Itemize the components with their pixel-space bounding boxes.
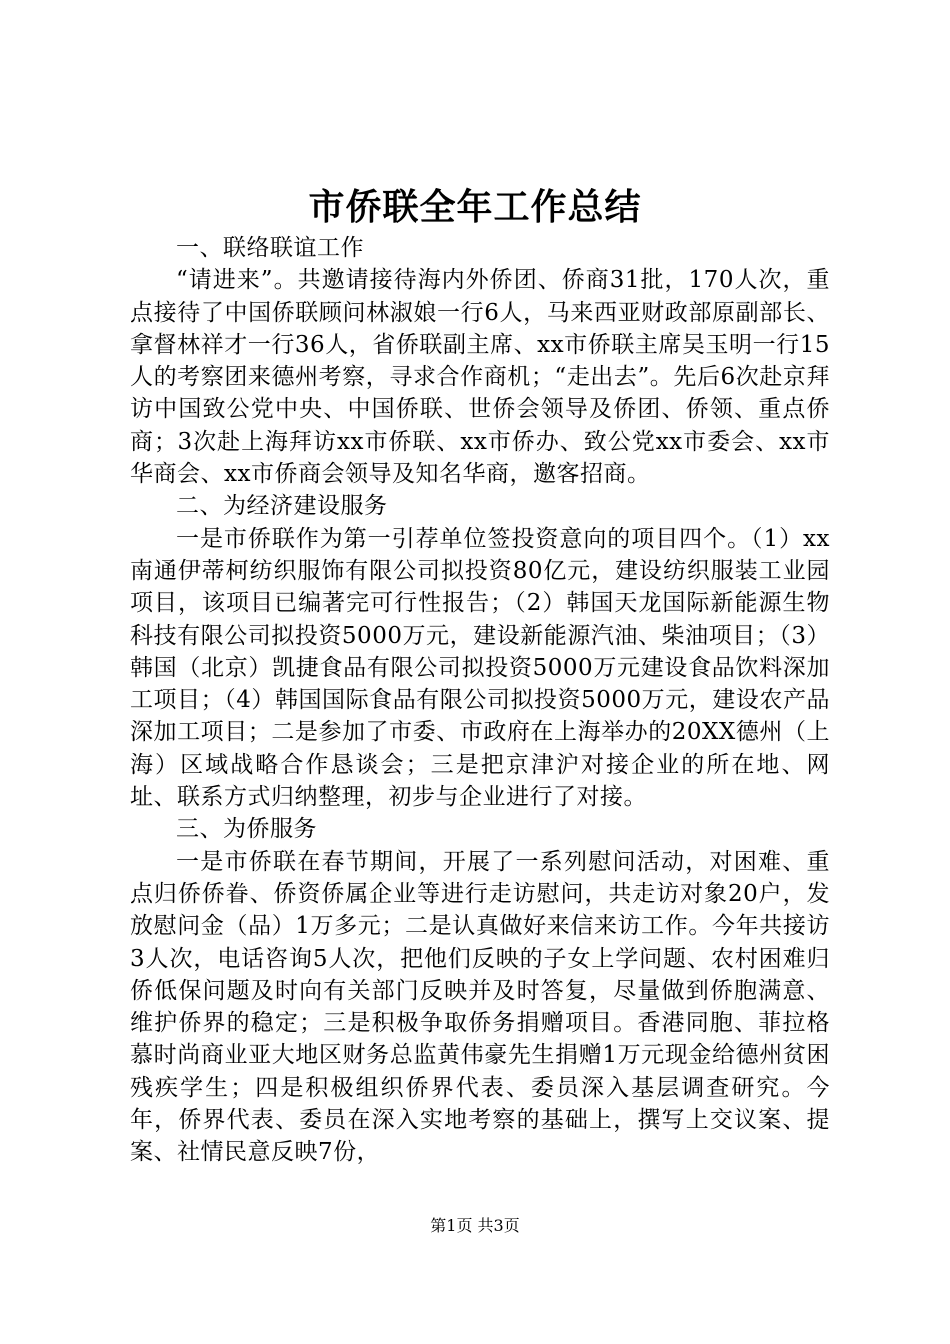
body-paragraph: “请进来”。共邀请接待海内外侨团、侨商31批，170人次，重点接待了中国侨联顾问林淑娘一行6人，马来西亚财政部原副部长、拿督林祥才一行36人，省侨联副主席、xx市侨联主席吴玉明一行15人的考察团来德州考察，寻求合作商机；“走出去”。先后6次赴京拜访中国致公党中央、中国侨联、世侨会领导及侨团、侨领、重点侨商；3次赴上海拜访xx市侨联、xx市侨办、致公党xx市委会、xx市华商会、xx市侨商会领导及知名华商，邀客招商。: [130, 267, 830, 488]
document-title: 市侨联全年工作总结: [308, 187, 642, 228]
body-paragraph: 一是市侨联作为第一引荐单位签投资意向的项目四个。（1）xx南通伊蒂柯纺织服饰有限公司拟投资80亿元，建设纺织服装工业园项目，该项目已编著完可行性报告；（2）韩国天龙国际新能源生物科技有限公司拟投资5000万元，建设新能源汽油、柴油项目；（3）韩国（北京）凯捷食品有限公司拟投资5000万元建设食品饮料深加工项目；（4）韩国国际食品有限公司拟投资5000万元，建设农产品深加工项目；二是参加了市委、市政府在上海举办的20XX德州（上海）区域战略合作恳谈会；三是把京津沪对接企业的所在地、网址、联系方式归纳整理，初步与企业进行了对接。: [130, 525, 830, 811]
document-body: [130, 232, 830, 1169]
section-heading: 三、为侨服务: [176, 816, 317, 843]
section-heading: 一、联络联谊工作: [176, 235, 364, 261]
body-paragraph: 一是市侨联在春节期间，开展了一系列慰问活动，对困难、重点归侨侨眷、侨资侨属企业等进行走访慰问，共走访对象20户，发放慰问金（品）1万多元；二是认真做好来信来访工作。今年共接访3人次，电话咨询5人次，把他们反映的子女上学问题、农村困难归侨低保问题及时向有关部门反映并及时答复，尽量做到侨胞满意、维护侨界的稳定；三是积极争取侨务捐赠项目。香港同胞、菲拉格慕时尚商业亚大地区财务总监黄伟豪先生捐赠1万元现金给德州贫困残疾学生；四是积极组织侨界代表、委员深入基层调查研究。今年，侨界代表、委员在深入实地考察的基础上，撰写上交议案、提案、社情民意反映7份，: [130, 848, 830, 1166]
section-heading: 二、为经济建设服务: [176, 493, 388, 520]
page-footer: 第1页 共3页: [430, 1216, 520, 1235]
